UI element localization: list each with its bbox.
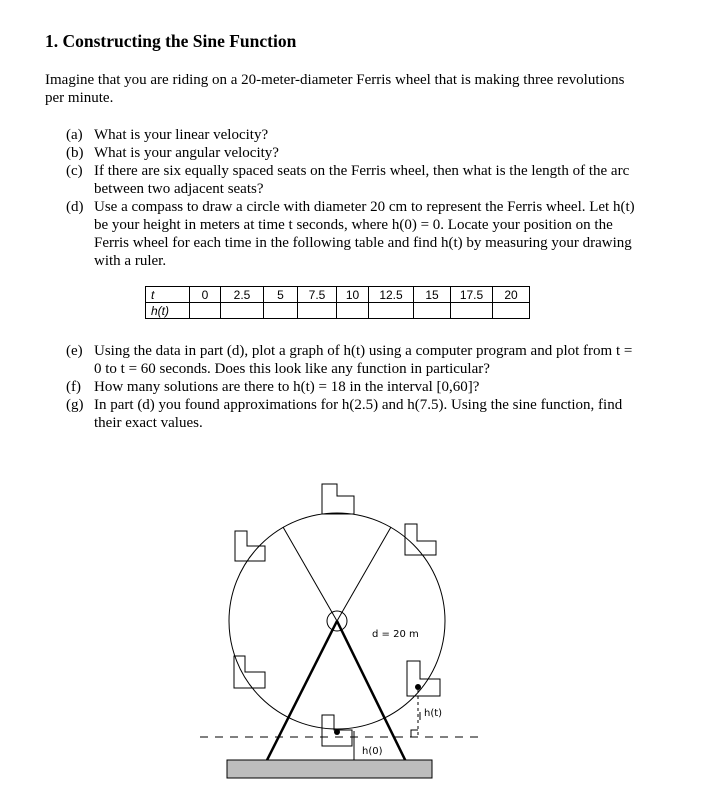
h-cell — [369, 303, 414, 319]
question-text: In part (d) you found approximations for h(2.5) and h(7.5). Using the sine function, find their exact values. — [94, 397, 623, 431]
h-cell — [493, 303, 530, 319]
ground — [227, 760, 432, 778]
question-g — [66, 396, 636, 432]
t-cell: 12.5 — [369, 287, 414, 303]
t-cell: 7.5 — [298, 287, 337, 303]
t-cell: 15 — [414, 287, 451, 303]
t-cell: 10 — [337, 287, 369, 303]
t-cell: 17.5 — [451, 287, 493, 303]
t-cell: 2.5 — [221, 287, 264, 303]
problem-intro: Imagine that you are riding on a 20-meter-diameter Ferris wheel that is making three revolutions per minute. — [45, 72, 625, 106]
h-cell — [298, 303, 337, 319]
question-b — [66, 144, 636, 162]
seat-top — [322, 484, 354, 514]
question-text: How many solutions are there to h(t) = 18 in the interval [0,60]? — [94, 379, 480, 395]
table-row-h — [146, 303, 530, 319]
question-f — [66, 378, 636, 396]
question-a — [66, 126, 636, 144]
question-label: (e) — [66, 343, 83, 359]
h-cell — [221, 303, 264, 319]
wheel-spokes — [283, 527, 391, 621]
question-list-b — [66, 342, 636, 432]
question-text: What is your angular velocity? — [94, 145, 279, 161]
question-c — [66, 162, 636, 198]
seat-upper-right — [405, 524, 436, 555]
question-label: (g) — [66, 397, 84, 413]
height-label: h(t) — [424, 708, 443, 719]
question-text: If there are six equally spaced seats on the Ferris wheel, then what is the length of the arc between two adjacent seats? — [94, 163, 630, 197]
support-legs — [259, 621, 413, 776]
diameter-label: d = 20 m — [372, 629, 419, 640]
question-text: Use a compass to draw a circle with diameter 20 cm to represent the Ferris wheel. Let h(t) be your height in meters at time t seconds, where h(0) = 0. Locate your position on the Ferris wheel for each time in the following table and find h(t) by measuring your drawing with a ruler. — [94, 199, 635, 269]
question-label: (d) — [66, 199, 84, 215]
height-table — [145, 286, 530, 319]
t-cell: 20 — [493, 287, 530, 303]
rider-start-dot — [334, 729, 340, 735]
question-list-a — [66, 126, 636, 270]
question-d — [66, 198, 636, 270]
question-text: What is your linear velocity? — [94, 127, 269, 143]
h-cell — [190, 303, 221, 319]
t-cell: 0 — [190, 287, 221, 303]
ferris-wheel-diagram — [0, 440, 723, 801]
question-label: (f) — [66, 379, 81, 395]
rider-position-dot — [415, 684, 421, 690]
question-text: Using the data in part (d), plot a graph of h(t) using a computer program and plot from t = 0 to t = 60 seconds. Does this look like any function in particular? — [94, 343, 633, 377]
h-cell — [337, 303, 369, 319]
row-header-t: t — [146, 287, 190, 303]
seat-lower-left — [234, 656, 265, 688]
right-angle-mark — [411, 730, 418, 737]
table-row-t — [146, 287, 530, 303]
t-cell: 5 — [264, 287, 298, 303]
h0-label: h(0) — [362, 746, 383, 757]
section-title: 1. Constructing the Sine Function — [45, 31, 297, 51]
h-cell — [414, 303, 451, 319]
h-cell — [264, 303, 298, 319]
row-header-h: h(t) — [146, 303, 190, 319]
question-label: (c) — [66, 163, 83, 179]
question-e — [66, 342, 636, 378]
question-label: (b) — [66, 145, 84, 161]
h-cell — [451, 303, 493, 319]
question-label: (a) — [66, 127, 83, 143]
